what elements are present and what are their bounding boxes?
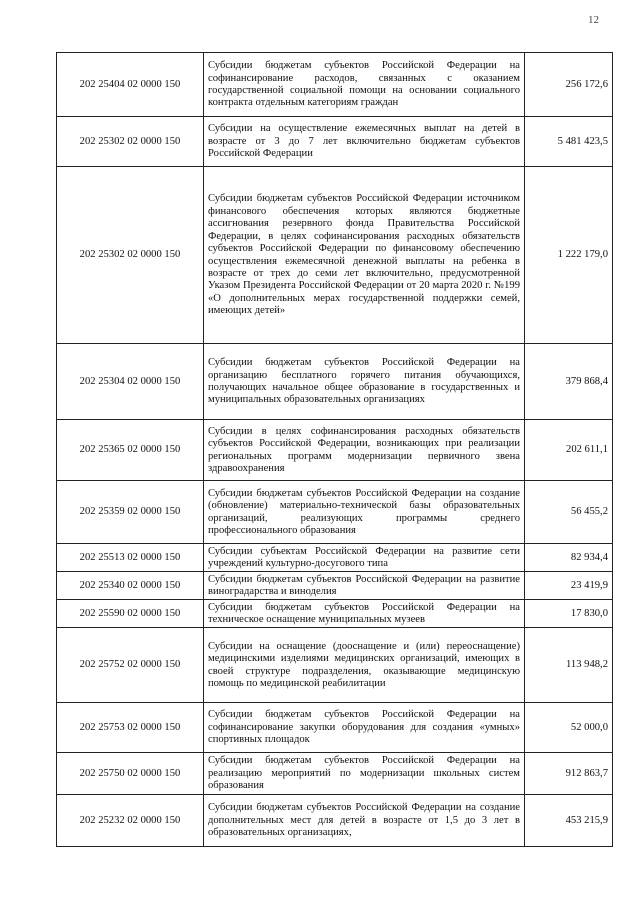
budget-amount: 5 481 423,5 (525, 117, 613, 167)
budget-amount: 453 215,9 (525, 795, 613, 847)
budget-code: 202 25590 02 0000 150 (57, 600, 204, 628)
budget-amount: 379 868,4 (525, 344, 613, 420)
table-row (57, 481, 613, 544)
table-row (57, 53, 613, 117)
budget-description: Субсидии бюджетам субъектов Российской Федерации на техническое оснащение муниципальных музеев (204, 600, 525, 628)
budget-code: 202 25750 02 0000 150 (57, 753, 204, 795)
table-row (57, 572, 613, 600)
budget-description: Субсидии бюджетам субъектов Российской Федерации на организацию бесплатного горячего питания обучающихся, получающих начальное общее образование в государственных и муниципальных образовательных организациях (204, 344, 525, 420)
budget-code: 202 25359 02 0000 150 (57, 481, 204, 544)
budget-amount: 912 863,7 (525, 753, 613, 795)
budget-amount: 1 222 179,0 (525, 167, 613, 344)
budget-table (56, 52, 613, 847)
budget-description: Субсидии бюджетам субъектов Российской Федерации на софинансирование закупки оборудования для создания «умных» спортивных площадок (204, 703, 525, 753)
budget-code: 202 25365 02 0000 150 (57, 420, 204, 481)
budget-amount: 82 934,4 (525, 544, 613, 572)
budget-amount: 56 455,2 (525, 481, 613, 544)
budget-description: Субсидии субъектам Российской Федерации на развитие сети учреждений культурно-досугового типа (204, 544, 525, 572)
budget-description: Субсидии на осуществление ежемесячных выплат на детей в возрасте от 3 до 7 лет включительно бюджетам субъектов Российской Федерации (204, 117, 525, 167)
budget-code: 202 25753 02 0000 150 (57, 703, 204, 753)
budget-code: 202 25404 02 0000 150 (57, 53, 204, 117)
table-row (57, 544, 613, 572)
budget-description: Субсидии в целях софинансирования расходных обязательств субъектов Российской Федерации, возникающих при реализации региональных программ модернизации первичного звена здравоохранения (204, 420, 525, 481)
budget-code: 202 25302 02 0000 150 (57, 167, 204, 344)
budget-description: Субсидии на оснащение (дооснащение и (или) переоснащение) медицинскими изделиями медицинских организаций, имеющих в своей структуре подразделения, оказывающие медицинскую помощь по медицинской реабилитации (204, 628, 525, 703)
table-row (57, 703, 613, 753)
budget-code: 202 25232 02 0000 150 (57, 795, 204, 847)
budget-code: 202 25302 02 0000 150 (57, 117, 204, 167)
page-number: 12 (588, 14, 599, 26)
budget-amount: 17 830,0 (525, 600, 613, 628)
table-row (57, 117, 613, 167)
table-row (57, 344, 613, 420)
budget-description: Субсидии бюджетам субъектов Российской Федерации на развитие виноградарства и виноделия (204, 572, 525, 600)
table-row (57, 167, 613, 344)
budget-code: 202 25340 02 0000 150 (57, 572, 204, 600)
budget-description: Субсидии бюджетам субъектов Российской Федерации на софинансирование расходов, связанных с оказанием государственной социальной помощи на основании социального контракта отдельным категориям граждан (204, 53, 525, 117)
budget-code: 202 25513 02 0000 150 (57, 544, 204, 572)
table-row (57, 600, 613, 628)
budget-description: Субсидии бюджетам субъектов Российской Федерации источником финансового обеспечения которых являются бюджетные ассигнования резервного фонда Правительства Российской Федерации, в целях софинансирования расходных обязательств субъектов Российской Федерации по финансовому обеспечению осуществления ежемесячной денежной выплаты на ребенка в возрасте от трех до семи лет включительно, предусмотренной Указом Президента Российской Федерации от 20 марта 2020 г. №199 «О дополнительных мерах государственной поддержки семей, имеющих детей» (204, 167, 525, 344)
table-row (57, 753, 613, 795)
table-row (57, 628, 613, 703)
budget-amount: 256 172,6 (525, 53, 613, 117)
budget-amount: 113 948,2 (525, 628, 613, 703)
budget-amount: 23 419,9 (525, 572, 613, 600)
budget-description: Субсидии бюджетам субъектов Российской Федерации на реализацию мероприятий по модернизации школьных систем образования (204, 753, 525, 795)
budget-amount: 52 000,0 (525, 703, 613, 753)
budget-description: Субсидии бюджетам субъектов Российской Федерации на создание (обновление) материально-технической базы образовательных организаций, реализующих программы среднего профессионального образования (204, 481, 525, 544)
budget-code: 202 25752 02 0000 150 (57, 628, 204, 703)
table-row (57, 795, 613, 847)
budget-code: 202 25304 02 0000 150 (57, 344, 204, 420)
budget-amount: 202 611,1 (525, 420, 613, 481)
table-row (57, 420, 613, 481)
budget-description: Субсидии бюджетам субъектов Российской Федерации на создание дополнительных мест для детей в возрасте от 1,5 до 3 лет в образовательных организациях, (204, 795, 525, 847)
